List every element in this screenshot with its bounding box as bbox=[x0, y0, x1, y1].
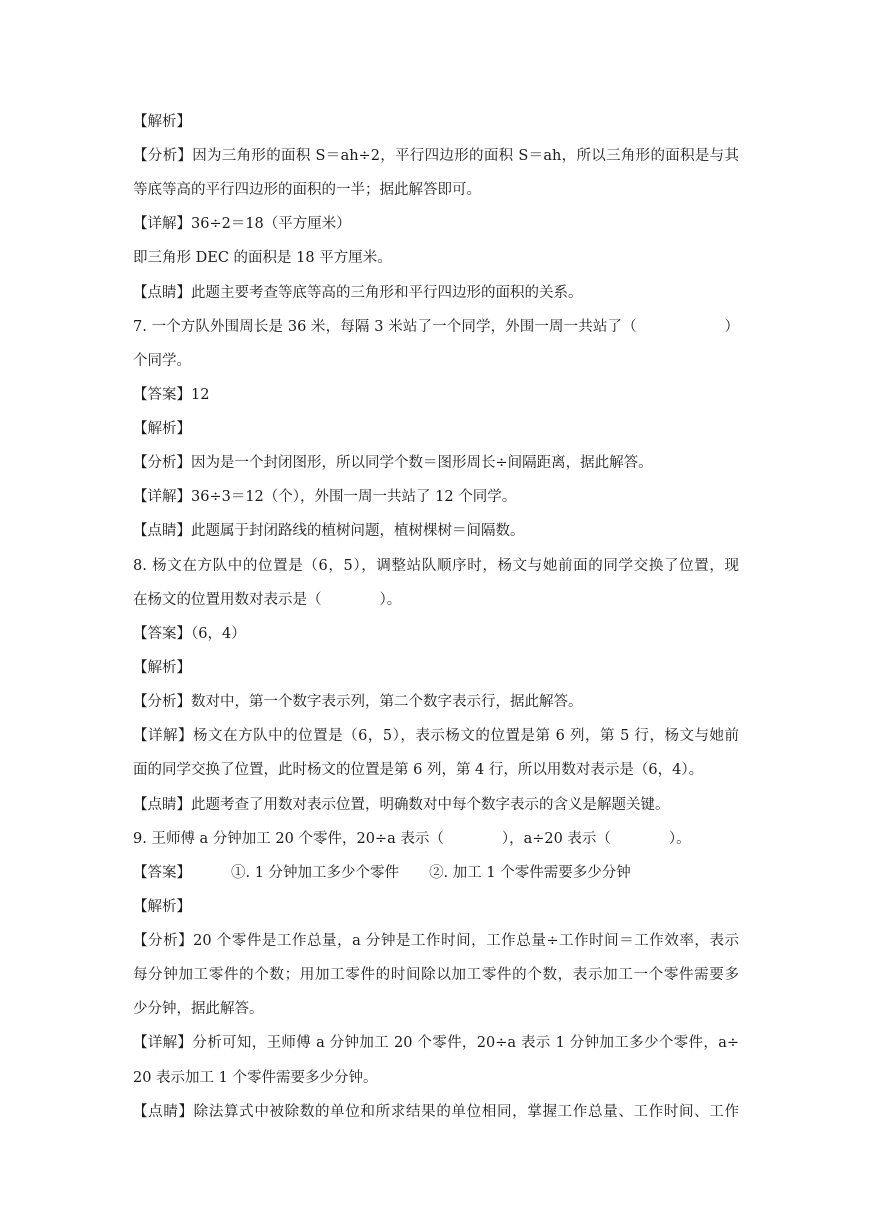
comment-text: 【点睛】此题考查了用数对表示位置，明确数对中每个数字表示的含义是解题关键。 bbox=[133, 797, 670, 813]
detail-text: 【详解】36÷2＝18（平方厘米） bbox=[133, 216, 351, 232]
analysis-text: 【分析】因为三角形的面积 S＝ah÷2，平行四边形的面积 S＝ah，所以三角形的面积是与其 bbox=[133, 148, 739, 164]
question-8-cont: 在杨文的位置用数对表示是（ ）。 bbox=[133, 592, 402, 608]
analysis-heading: 【解析】 bbox=[133, 114, 191, 130]
question-7: 7. 一个方队外围周长是 36 米，每隔 3 米站了一个同学，外围一周一共站了（ ） bbox=[133, 319, 739, 335]
analysis-text: 少分钟，据此解答。 bbox=[133, 1001, 264, 1017]
analysis-text: 【分析】数对中，第一个数字表示列，第二个数字表示行，据此解答。 bbox=[133, 694, 583, 710]
detail-text: 【详解】36÷3＝12（个），外围一周一共站了 12 个同学。 bbox=[133, 489, 517, 505]
question-9: 9. 王师傅 a 分钟加工 20 个零件，20÷a 表示（ ），a÷20 表示（ ）。 bbox=[133, 831, 691, 847]
analysis-heading: 【解析】 bbox=[133, 899, 191, 915]
answer-text: 【答案】12 bbox=[133, 387, 210, 403]
comment-text: 【点睛】除法算式中被除数的单位和所求结果的单位相同，掌握工作总量、工作时间、工作 bbox=[133, 1104, 739, 1120]
analysis-text: 【分析】因为是一个封闭图形，所以同学个数＝图形周长÷间隔距离，据此解答。 bbox=[133, 455, 653, 471]
answer-row bbox=[133, 863, 739, 883]
comment-text: 【点睛】此题主要考查等底等高的三角形和平行四边形的面积的关系。 bbox=[133, 285, 583, 301]
detail-text: 【详解】分析可知，王师傅 a 分钟加工 20 个零件，20÷a 表示 1 分钟加工多少个零件，a÷ bbox=[133, 1035, 739, 1051]
question-7-cont: 个同学。 bbox=[133, 353, 191, 369]
detail-text: 面的同学交换了位置，此时杨文的位置是第 6 列，第 4 行，所以用数对表示是（6，4）。 bbox=[133, 762, 704, 778]
analysis-text: 【分析】20 个零件是工作总量，a 分钟是工作时间，工作总量÷工作时间＝工作效率，表示 bbox=[133, 933, 739, 949]
analysis-heading: 【解析】 bbox=[133, 421, 191, 437]
question-8: 8. 杨文在方队中的位置是（6，5），调整站队顺序时，杨文与她前面的同学交换了位置，现 bbox=[133, 558, 739, 574]
detail-text: 即三角形 DEC 的面积是 18 平方厘米。 bbox=[133, 250, 392, 266]
analysis-heading: 【解析】 bbox=[133, 660, 191, 676]
analysis-text: 每分钟加工零件的个数；用加工零件的时间除以加工零件的个数，表示加工一个零件需要多 bbox=[133, 967, 739, 983]
comment-text: 【点睛】此题属于封闭路线的植树问题，植树棵树＝间隔数。 bbox=[133, 523, 525, 539]
answer-label: 【答案】 bbox=[133, 865, 191, 881]
detail-text: 【详解】杨文在方队中的位置是（6，5），表示杨文的位置是第 6 列，第 5 行，杨文与她前 bbox=[133, 728, 739, 744]
answer-text: 【答案】（6，4） bbox=[133, 626, 246, 642]
answer-item-1: ①. 1 分钟加工多少个零件 bbox=[231, 865, 400, 881]
analysis-text: 等底等高的平行四边形的面积的一半；据此解答即可。 bbox=[133, 182, 481, 198]
detail-text: 20 表示加工 1 个零件需要多少分钟。 bbox=[133, 1070, 378, 1086]
answer-item-2: ②. 加工 1 个零件需要多少分钟 bbox=[429, 865, 631, 881]
